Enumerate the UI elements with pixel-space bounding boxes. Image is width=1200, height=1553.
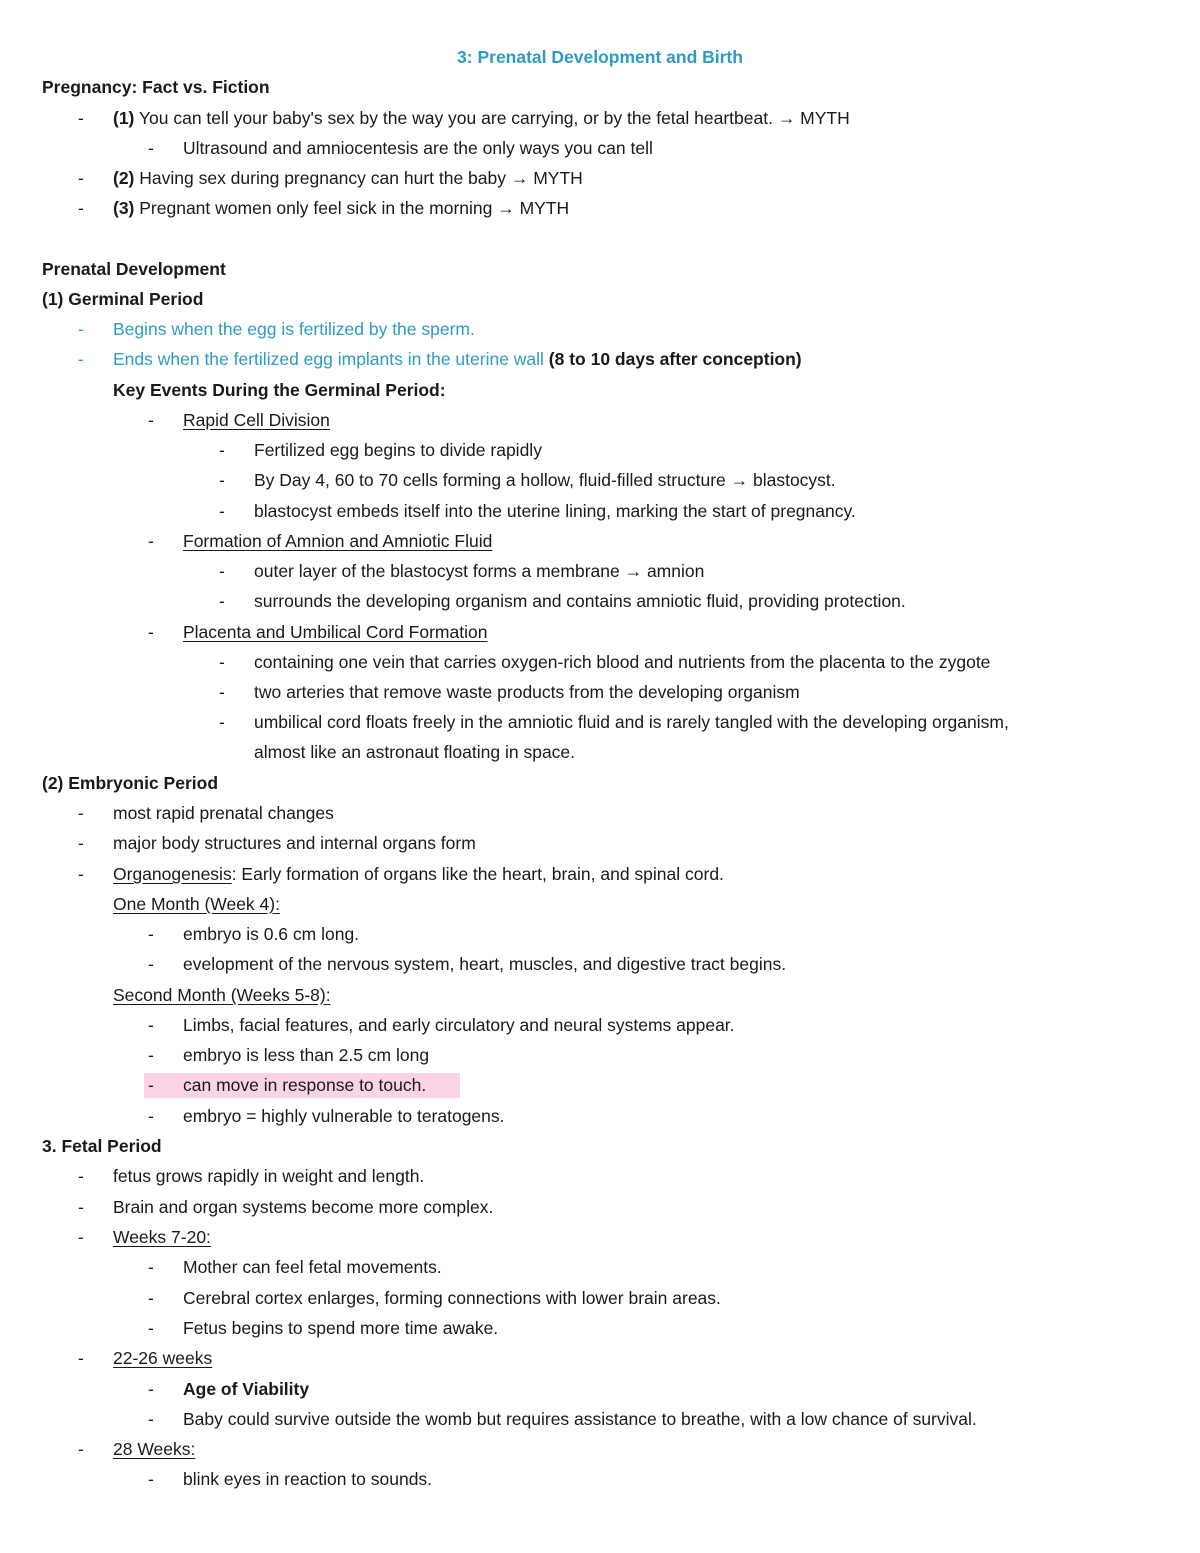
bullet-dash: - xyxy=(148,1409,154,1429)
item-text: Mother can feel fetal movements. xyxy=(183,1257,442,1277)
bullet-dash: - xyxy=(148,1288,154,1308)
item-text: Pregnant women only feel sick in the morning → MYTH xyxy=(134,198,570,218)
item-text: almost like an astronaut floating in space. xyxy=(254,742,576,762)
bullet-dash: - xyxy=(148,1318,154,1338)
bullet-dash: - xyxy=(78,198,84,218)
subsection-label: Second Month (Weeks 5-8): xyxy=(113,985,331,1005)
subsection-label: Formation of Amnion and Amniotic Fluid xyxy=(183,531,493,551)
bullet-dash: - xyxy=(148,1045,154,1065)
item-text: containing one vein that carries oxygen-rich blood and nutrients from the placenta to the zygote xyxy=(254,652,991,672)
bullet-dash: - xyxy=(148,1106,154,1126)
subsection-label: 22-26 weeks xyxy=(113,1348,213,1368)
item-text: can move in response to touch. xyxy=(183,1075,427,1095)
bullet-dash: - xyxy=(219,652,225,672)
bullet-dash: - xyxy=(78,1197,84,1217)
item-text: two arteries that remove waste products from the developing organism xyxy=(254,682,800,702)
bullet-dash: - xyxy=(219,470,225,490)
item-text: blastocyst embeds itself into the uterine lining, marking the start of pregnancy. xyxy=(254,501,856,521)
bullet-dash: - xyxy=(78,108,84,128)
title-text: 3: Prenatal Development and Birth xyxy=(457,47,743,67)
subsection-label: One Month (Week 4): xyxy=(113,894,280,914)
bullet-dash: - xyxy=(148,531,154,551)
bullet-dash: - xyxy=(148,1469,154,1489)
bullet-dash: - xyxy=(148,1257,154,1277)
subsection-label: Weeks 7-20: xyxy=(113,1227,211,1247)
item-number: (2) xyxy=(113,168,135,188)
bullet-dash: - xyxy=(78,833,84,853)
bullet-dash: - xyxy=(78,319,84,339)
item-text: embryo is 0.6 cm long. xyxy=(183,924,360,944)
bullet-dash: - xyxy=(148,622,154,642)
subsection-label: Rapid Cell Division xyxy=(183,410,330,430)
item-number: (3) xyxy=(113,198,135,218)
item-text: blink eyes in reaction to sounds. xyxy=(183,1469,433,1489)
germinal-heading: (1) Germinal Period xyxy=(42,289,204,309)
bullet-dash: - xyxy=(148,1015,154,1035)
item-number: (1) xyxy=(113,108,135,128)
item-text: Limbs, facial features, and early circulatory and neural systems appear. xyxy=(183,1015,735,1035)
fact-fiction-heading: Pregnancy: Fact vs. Fiction xyxy=(42,77,270,97)
document-title xyxy=(0,42,1200,72)
bullet-dash: - xyxy=(219,561,225,581)
bullet-dash: - xyxy=(219,501,225,521)
item-text: Age of Viability xyxy=(183,1379,310,1399)
fetal-heading: 3. Fetal Period xyxy=(42,1136,162,1156)
bullet-dash: - xyxy=(78,1348,84,1368)
item-text: Fetus begins to spend more time awake. xyxy=(183,1318,499,1338)
item-text: outer layer of the blastocyst forms a membrane → amnion xyxy=(254,561,705,581)
item-text: evelopment of the nervous system, heart, muscles, and digestive tract begins. xyxy=(183,954,787,974)
bullet-dash: - xyxy=(219,591,225,611)
item-text: Fertilized egg begins to divide rapidly xyxy=(254,440,542,460)
prenatal-heading: Prenatal Development xyxy=(42,259,226,279)
bullet-dash: - xyxy=(148,138,154,158)
bullet-dash: - xyxy=(219,440,225,460)
bullet-dash: - xyxy=(78,1166,84,1186)
bullet-dash: - xyxy=(219,712,225,732)
bullet-dash: - xyxy=(78,1439,84,1459)
key-events-heading: Key Events During the Germinal Period: xyxy=(113,380,446,400)
item-text: embryo = highly vulnerable to teratogens. xyxy=(183,1106,505,1126)
bullet-dash: - xyxy=(148,954,154,974)
item-text: : Early formation of organs like the heart, brain, and spinal cord. xyxy=(231,864,724,884)
bullet-dash: - xyxy=(78,864,84,884)
embryonic-heading: (2) Embryonic Period xyxy=(42,773,219,793)
item-text: Brain and organ systems become more complex. xyxy=(113,1197,494,1217)
item-text: By Day 4, 60 to 70 cells forming a hollow, fluid-filled structure → blastocyst. xyxy=(254,470,836,490)
item-text: surrounds the developing organism and contains amniotic fluid, providing protection. xyxy=(254,591,906,611)
bullet-dash: - xyxy=(78,168,84,188)
item-text: most rapid prenatal changes xyxy=(113,803,334,823)
subsection-label: Placenta and Umbilical Cord Formation xyxy=(183,622,488,642)
term-label: Organogenesis xyxy=(113,864,232,884)
bullet-dash: - xyxy=(148,1379,154,1399)
bullet-dash: - xyxy=(78,803,84,823)
bullet-dash: - xyxy=(78,349,84,369)
item-note: (8 to 10 days after conception) xyxy=(543,349,802,369)
item-text: Baby could survive outside the womb but requires assistance to breathe, with a low chance of survival. xyxy=(183,1409,977,1429)
bullet-dash: - xyxy=(148,1075,154,1095)
item-text: Ultrasound and amniocentesis are the only ways you can tell xyxy=(183,138,653,158)
bullet-dash: - xyxy=(148,924,154,944)
item-text: You can tell your baby's sex by the way you are carrying, or by the fetal heartbeat. → MYTH xyxy=(134,108,850,128)
item-text: Begins when the egg is fertilized by the sperm. xyxy=(113,319,475,339)
bullet-dash: - xyxy=(78,1227,84,1247)
bullet-dash: - xyxy=(148,410,154,430)
item-text: umbilical cord floats freely in the amniotic fluid and is rarely tangled with the developing organism, xyxy=(254,712,1009,732)
item-text: Having sex during pregnancy can hurt the baby → MYTH xyxy=(134,168,583,188)
item-text: Cerebral cortex enlarges, forming connections with lower brain areas. xyxy=(183,1288,721,1308)
item-text: fetus grows rapidly in weight and length. xyxy=(113,1166,425,1186)
subsection-label: 28 Weeks: xyxy=(113,1439,196,1459)
item-text: Ends when the fertilized egg implants in the uterine wall xyxy=(113,349,544,369)
item-text: major body structures and internal organs form xyxy=(113,833,476,853)
bullet-dash: - xyxy=(219,682,225,702)
item-text: embryo is less than 2.5 cm long xyxy=(183,1045,430,1065)
